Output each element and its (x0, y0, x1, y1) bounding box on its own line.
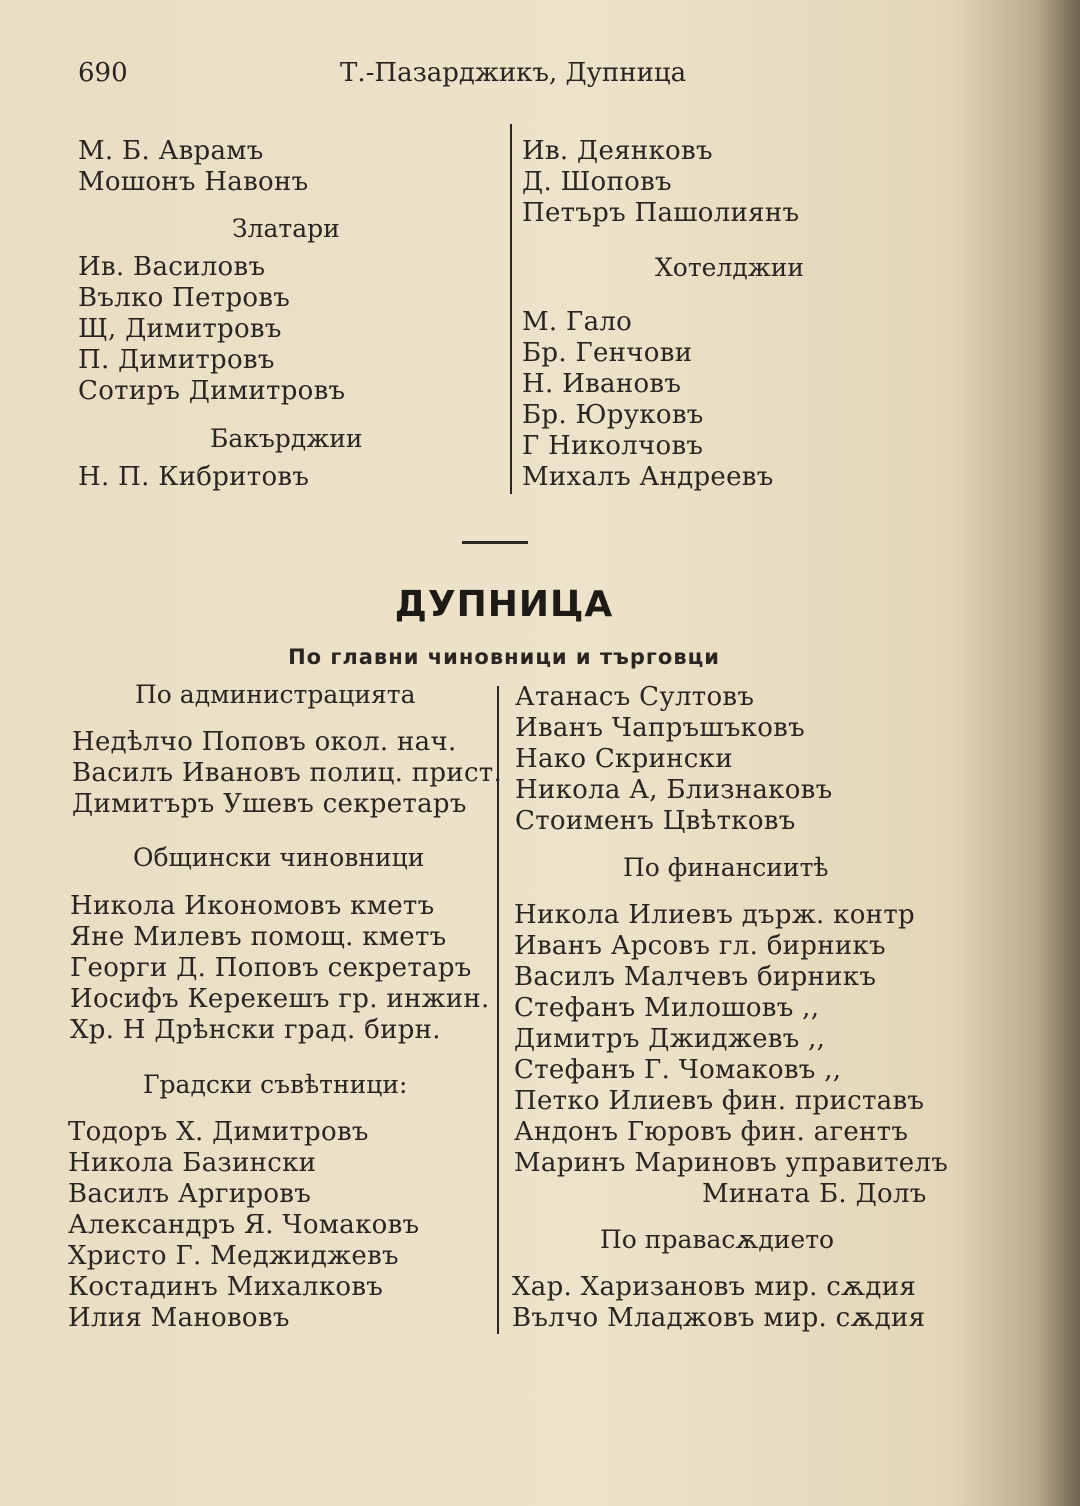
section-heading-hoteldzhii: Хотелджии (655, 253, 805, 282)
list-item: Стоименъ Цвѣтковъ (515, 806, 796, 836)
list-item: Илия Манововъ (68, 1303, 290, 1333)
list-item: П. Димитровъ (78, 345, 275, 375)
heading-finance: По финансиитѣ (623, 853, 829, 882)
running-title: Т.-Пазарджикъ, Дупница (340, 58, 687, 88)
list-item: М. Б. Аврамъ (78, 136, 264, 166)
list-item: Бр. Генчови (522, 338, 693, 368)
list-item: Вълко Петровъ (78, 283, 291, 313)
list-item: Г Николчовъ (522, 431, 704, 461)
section-subtitle: По главни чиновници и търговци (288, 645, 720, 669)
list-item: Ив. Деянковъ (522, 136, 713, 166)
heading-municipal: Общински чиновници (133, 843, 425, 872)
list-item: Василъ Ивановъ полиц. прист. (72, 758, 503, 788)
list-item: М. Гало (522, 307, 633, 337)
list-item-signature: Мината Б. Долъ (702, 1179, 927, 1209)
list-item: Н. Ивановъ (522, 369, 682, 399)
list-item: Сотиръ Димитровъ (78, 376, 346, 406)
list-item: Костадинъ Михалковъ (68, 1272, 384, 1302)
list-item: Михалъ Андреевъ (522, 462, 774, 492)
list-item: Иосифъ Керекешъ гр. инжин. (70, 984, 490, 1014)
list-item: Яне Милевъ помощ. кметъ (70, 922, 447, 952)
list-item: Василъ Аргировъ (68, 1179, 312, 1209)
list-item: Василъ Малчевъ бирникъ (514, 962, 877, 992)
list-item: Никола Илиевъ държ. контр (514, 900, 915, 930)
list-item: Хр. Н Дрѣнски град. бирн. (70, 1015, 441, 1045)
page-number: 690 (78, 58, 128, 88)
list-item: Н. П. Кибритовъ (78, 462, 310, 492)
list-item: Стефанъ Милошовъ ,, (514, 993, 820, 1023)
list-item: Иванъ Арсовъ гл. бирникъ (514, 931, 886, 961)
list-item: Тодоръ Х. Димитровъ (68, 1117, 369, 1147)
section-heading-zlatari: Златари (232, 214, 340, 243)
list-item: Александръ Я. Чомаковъ (68, 1210, 420, 1240)
list-item: Ив. Василовъ (78, 252, 266, 282)
list-item: Никола Базински (68, 1148, 317, 1178)
list-item: Никола Икономовъ кметъ (70, 891, 435, 921)
list-item: Димитъръ Ушевъ секретаръ (72, 789, 467, 819)
list-item: Петко Илиевъ фин. приставъ (514, 1086, 925, 1116)
list-item: Стефанъ Г. Чомаковъ ,, (514, 1055, 842, 1085)
list-item: Щ, Димитровъ (78, 314, 282, 344)
list-item: Нако Скрински (515, 744, 733, 774)
list-item: Петъръ Пашолиянъ (522, 198, 800, 228)
list-item: Вълчо Младжовъ мир. сѫдия (512, 1303, 926, 1333)
list-item: Недѣлчо Поповъ окол. нач. (72, 727, 457, 757)
list-item: Бр. Юруковъ (522, 400, 704, 430)
section-title: ДУПНИЦА (394, 584, 614, 625)
list-item: Д. Шоповъ (522, 167, 672, 197)
list-item: Атанасъ Султовъ (515, 682, 755, 712)
section-separator (462, 541, 528, 544)
heading-administration: По администрацията (135, 680, 416, 709)
list-item: Мошонъ Навонъ (78, 167, 309, 197)
list-item: Никола А, Близнаковъ (515, 775, 833, 805)
heading-justice: По правасѫдието (600, 1225, 835, 1254)
list-item: Георги Д. Поповъ секретаръ (70, 953, 472, 983)
list-item: Андонъ Гюровъ фин. агентъ (514, 1117, 909, 1147)
list-item: Хар. Харизановъ мир. сѫдия (512, 1272, 917, 1302)
heading-council: Градски съвѣтници: (143, 1070, 408, 1099)
section-heading-bakardzhii: Бакърджии (210, 424, 363, 453)
column-divider-top (510, 124, 512, 494)
list-item: Маринъ Мариновъ управителъ (514, 1148, 949, 1178)
list-item: Иванъ Чапръшъковъ (515, 713, 805, 743)
list-item: Христо Г. Меджиджевъ (68, 1241, 399, 1271)
list-item: Димитръ Джиджевъ ,, (514, 1024, 826, 1054)
